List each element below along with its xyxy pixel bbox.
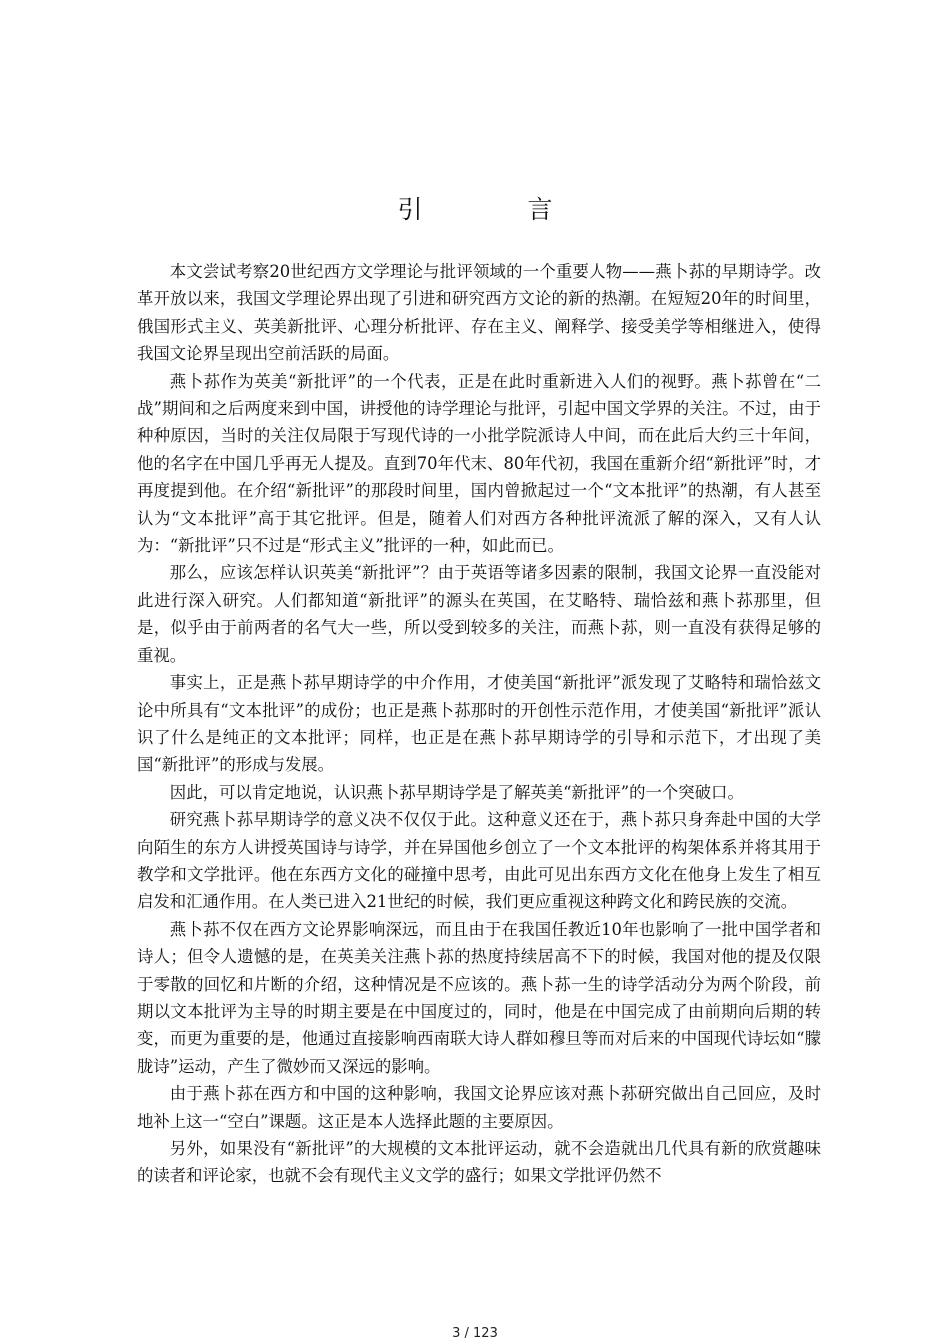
body-text: [137, 258, 821, 1190]
paragraph: 因此，可以肯定地说，认识燕卜荪早期诗学是了解英美“新批评”的一个突破口。: [169, 782, 744, 802]
paragraph: 研究燕卜荪早期诗学的意义决不仅仅于此。这种意义还在于，燕卜荪只身奔赴中国的大学向陌生的东方人讲授英国诗与诗学，并在异国他乡创立了一个文本批评的构架体系并将其用于教学和文学批评。他在东西方文化的碰撞中思考，由此可见出东西方文化在他身上发生了相互启发和汇通作用。在人类已进入21世纪的时候，我们更应重视这种跨文化和跨民族的交流。: [137, 810, 821, 912]
page-title: 引 言: [397, 195, 593, 224]
page-number-indicator: 3 / 123: [452, 1326, 498, 1341]
paragraph: 本文尝试考察20世纪西方文学理论与批评领域的一个重要人物——燕卜荪的早期诗学。改革开放以来，我国文学理论界出现了引进和研究西方文论的新的热潮。在短短20年的时间里，俄国形式主义、英美新批评、心理分析批评、存在主义、阐释学、接受美学等相继进入，使得我国文论界呈现出空前活跃的局面。: [137, 262, 821, 364]
paragraph: 事实上，正是燕卜荪早期诗学的中介作用，才使美国“新批评”派发现了艾略特和瑞恰兹文论中所具有“文本批评”的成份；也正是燕卜荪那时的开创性示范作用，才使美国“新批评”派认识了什么是纯正的文本批评；同样，也正是在燕卜荪早期诗学的引导和示范下，才出现了美国“新批评”的形成与发展。: [137, 673, 821, 775]
paragraph: 由于燕卜荪在西方和中国的这种影响，我国文论界应该对燕卜荪研究做出自己回应，及时地补上这一“空白”课题。这正是本人选择此题的主要原因。: [137, 1084, 821, 1131]
paragraph: 那么，应该怎样认识英美“新批评”？由于英语等诸多因素的限制，我国文论界一直没能对此进行深入研究。人们都知道“新批评”的源头在英国，在艾略特、瑞恰兹和燕卜荪那里，但是，似乎由于前两者的名气大一些，所以受到较多的关注，而燕卜荪，则一直没有获得足够的重视。: [137, 563, 821, 665]
paragraph: 燕卜荪不仅在西方文论界影响深远，而且由于在我国任教近10年也影响了一批中国学者和诗人；但令人遗憾的是，在英美关注燕卜荪的热度持续居高不下的时候，我国对他的提及仅限于零散的回忆和片断的介绍，这种情况是不应该的。燕卜荪一生的诗学活动分为两个阶段，前期以文本批评为主导的时期主要是在中国度过的，同时，他是在中国完成了由前期向后期的转变，而更为重要的是，他通过直接影响西南联大诗人群如穆旦等而对后来的中国现代诗坛如“朦胧诗”运动，产生了微妙而又深远的影响。: [137, 919, 821, 1076]
paragraph: 另外，如果没有“新批评”的大规模的文本批评运动，就不会造就出几代具有新的欣赏趣味的读者和评论家，也就不会有现代主义文学的盛行；如果文学批评仍然不: [137, 1139, 821, 1186]
paragraph: 燕卜荪作为英美“新批评”的一个代表，正是在此时重新进入人们的视野。燕卜荪曾在“二战”期间和之后两度来到中国，讲授他的诗学理论与批评，引起中国文学界的关注。不过，由于种种原因，当时的关注仅局限于写现代诗的一小批学院派诗人中间，而在此后大约三十年间，他的名字在中国几乎再无人提及。直到70年代末、80年代初，我国在重新介绍“新批评”时，才再度提到他。在介绍“新批评”的那段时间里，国内曾掀起过一个“文本批评”的热潮，有人甚至认为“文本批评”高于其它批评。但是，随着人们对西方各种批评流派了解的深入，又有人认为：“新批评”只不过是“形式主义”批评的一种，如此而已。: [137, 371, 821, 556]
